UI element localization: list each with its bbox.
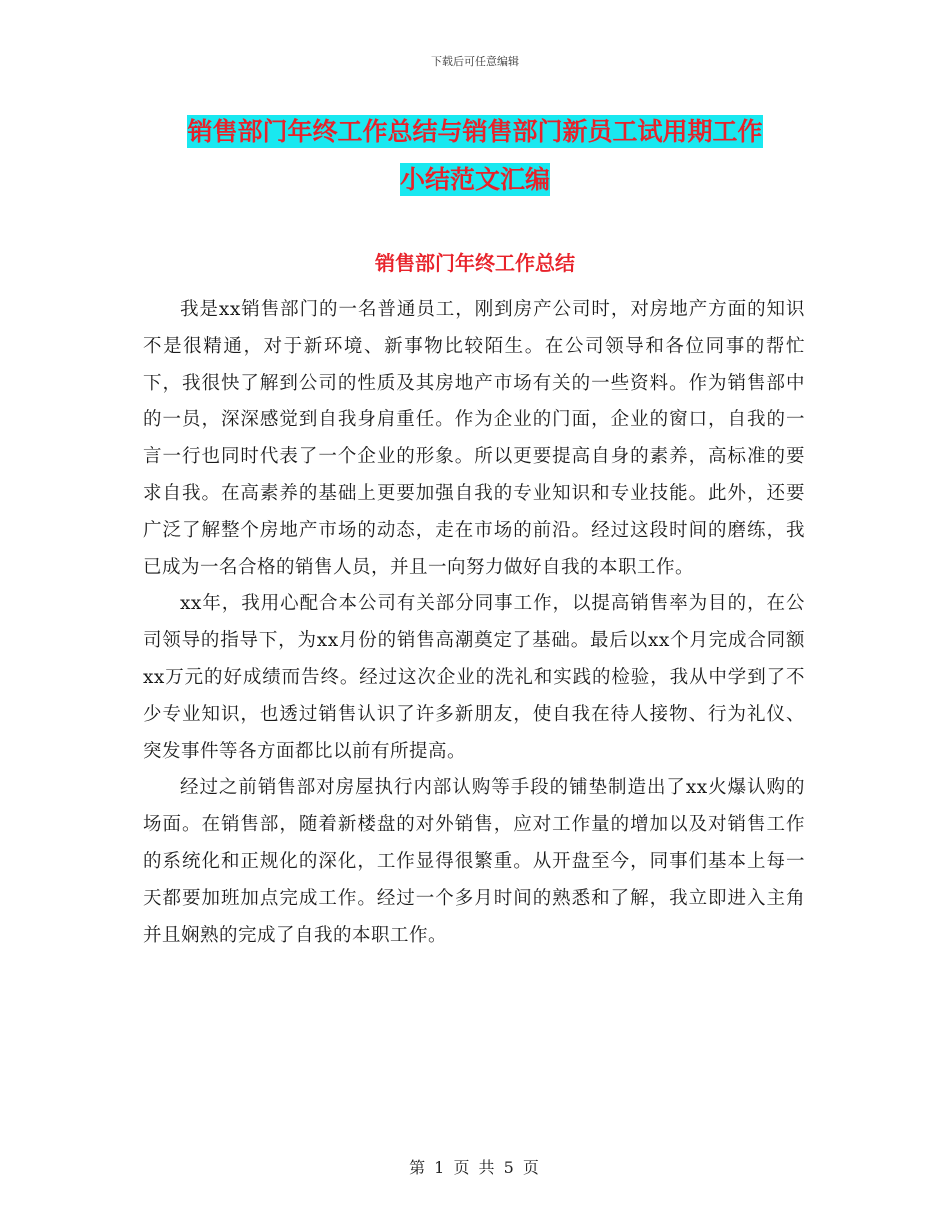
paragraph: 经过之前销售部对房屋执行内部认购等手段的铺垫制造出了xx火爆认购的场面。在销售部，随着新楼盘的对外销售，应对工作量的增加以及对销售工作的系统化和正规化的深化，工作显得很繁重。从开盘至今，同事们基本上每一天都要加班加点完成工作。经过一个多月时间的熟悉和了解，我立即进入主角并且娴熟的完成了自我的本职工作。: [143, 777, 805, 946]
header-note: 下载后可任意编辑: [431, 55, 519, 68]
section-title: 销售部门年终工作总结: [375, 251, 575, 275]
document-body: [143, 292, 805, 954]
paragraph: 我是xx销售部门的一名普通员工，刚到房产公司时，对房地产方面的知识不是很精通，对于新环境、新事物比较陌生。在公司领导和各位同事的帮忙下，我很快了解到公司的性质及其房地产市场有关的一些资料。作为销售部中的一员，深深感觉到自我身肩重任。作为企业的门面，企业的窗口，自我的一言一行也同时代表了一个企业的形象。所以更要提高自身的素养，高标准的要求自我。在高素养的基础上更要加强自我的专业知识和专业技能。此外，还要广泛了解整个房地产市场的动态，走在市场的前沿。经过这段时间的磨练，我已成为一名合格的销售人员，并且一向努力做好自我的本职工作。: [143, 299, 805, 578]
title-line-2: 小结范文汇编: [399, 165, 550, 194]
page-number-footer: 第 1 页 共 5 页: [409, 1158, 541, 1177]
paragraph: xx年，我用心配合本公司有关部分同事工作，以提高销售率为目的，在公司领导的指导下，为xx月份的销售高潮奠定了基础。最后以xx个月完成合同额xx万元的好成绩而告终。经过这次企业的洗礼和实践的检验，我从中学到了不少专业知识，也透过销售认识了许多新朋友，使自我在待人接物、行为礼仪、突发事件等各方面都比以前有所提高。: [143, 593, 805, 762]
title-line-1: 销售部门年终工作总结与销售部门新员工试用期工作: [187, 117, 763, 146]
document-title: [140, 108, 810, 204]
